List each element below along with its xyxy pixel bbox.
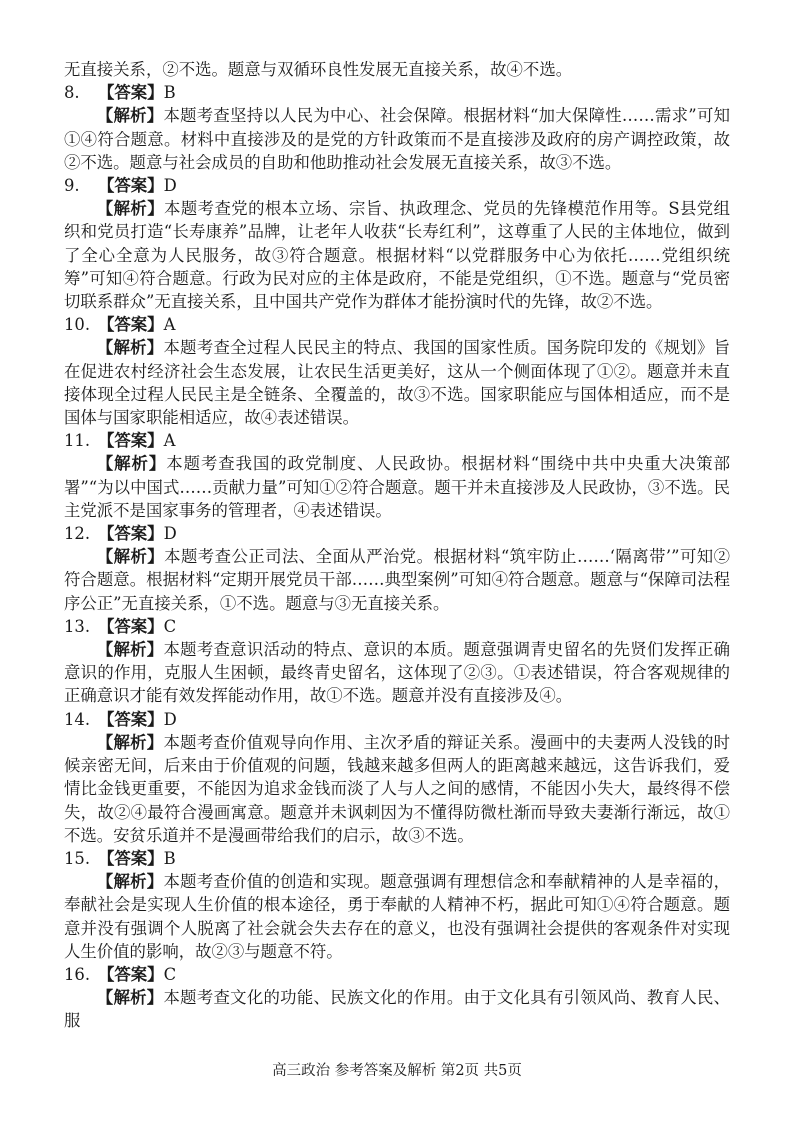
- analysis-text: 本题考查价值观导向作用、主次矛盾的辩证关系。漫画中的夫妻两人没钱的时候亲密无间，后来由于价值观的问题，钱越来越多但两人的距离越来越远，这告诉我们，爱情比金钱更重要，不能因为追求金钱而淡了人与人之间的感情，不能因小失大，最终得不偿失，故②④最符合漫画寓意。题意并未讽刺因为不懂得防微杜渐而导致夫妻渐行渐远，故①不选。安贫乐道并不是漫画带给我们的启示，故③不选。: [64, 732, 731, 845]
- answer-line: [64, 81, 730, 104]
- analysis-label: 【解析】: [96, 988, 164, 1008]
- analysis-text: 本题考查公正司法、全面从严治党。根据材料“筑牢防止……‘隔离带’”可知②符合题意。根据材料“定期开展党员干部……典型案例”可知④符合题意。题意与“保障司法程序公正”无直接关系，①不选。题意与③无直接关系。: [64, 547, 730, 613]
- analysis-label: 【解析】: [96, 106, 164, 126]
- question-number: 12.: [64, 524, 91, 544]
- answer-value: A: [163, 431, 176, 451]
- analysis-paragraph: [64, 545, 730, 615]
- answer-item: [64, 847, 730, 963]
- answer-value: D: [163, 524, 177, 544]
- analysis-label: 【解析】: [96, 732, 164, 752]
- question-number: 11.: [64, 431, 91, 451]
- analysis-text: 本题考查价值的创造和实现。题意强调有理想信念和奉献精神的人是幸福的，奉献社会是实现人生价值的根本途径，勇于奉献的人精神不朽，据此可知①④符合题意。题意并没有强调个人脱离了社会就会失去存在的意义，也没有强调社会提供的客观条件对实现人生价值的影响，故②③与题意不符。: [64, 872, 731, 961]
- answer-item: [64, 615, 730, 708]
- answer-label: 【答案】: [98, 709, 164, 729]
- answer-label: 【答案】: [98, 964, 164, 984]
- answer-line: [64, 313, 730, 336]
- answer-item: [64, 522, 730, 615]
- answer-label: 【答案】: [98, 83, 164, 103]
- page-footer: 高三政治 参考答案及解析 第2页 共5页: [272, 1063, 522, 1079]
- analysis-paragraph: [64, 336, 730, 429]
- question-number: 14.: [64, 709, 91, 729]
- question-number: 9.: [64, 176, 80, 196]
- answer-item: [64, 708, 730, 847]
- answer-list: [64, 81, 730, 1032]
- answer-label: 【答案】: [98, 315, 164, 335]
- analysis-paragraph: [64, 731, 730, 847]
- analysis-text: 本题考查意识活动的特点、意识的本质。题意强调青史留名的先贤们发挥正确意识的作用，克服人生困顿，最终青史留名，这体现了②③。①表述错误，符合客观规律的正确意识才能有效发挥能动作用，故①不选。题意并没有直接涉及④。: [64, 640, 731, 706]
- analysis-text: 本题考查党的根本立场、宗旨、执政理念、党员的先锋模范作用等。S县党组织和党员打造“长寿康养”品牌，让老年人收获“长寿红利”，这尊重了人民的主体地位，做到了全心全意为人民服务，故③符合题意。根据材料“以党群服务中心为依托……党组织统筹”可知④符合题意。行政为民对应的主体是政府，不能是党组织，①不选。题意与“党员密切联系群众”无直接关系，且中国共产党作为群体才能扮演时代的先锋，故②不选。: [64, 199, 731, 312]
- analysis-paragraph: [64, 452, 730, 522]
- analysis-text: 本题考查全过程人民民主的特点、我国的国家性质。国务院印发的《规划》旨在促进农村经济社会生态发展，让农民生活更美好，这从一个侧面体现了①②。题意并未直接体现全过程人民民主是全链条、全覆盖的，故③不选。国家职能应与国体相适应，而不是国体与国家职能相适应，故④表述错误。: [64, 338, 731, 428]
- answer-value: B: [163, 848, 176, 868]
- answer-item: [64, 429, 730, 522]
- analysis-paragraph: [64, 986, 730, 1032]
- answer-line: [64, 174, 730, 197]
- answer-value: D: [163, 176, 177, 196]
- question-number: 16.: [64, 964, 91, 984]
- answer-line: [64, 522, 730, 545]
- analysis-text: 本题考查文化的功能、民族文化的作用。由于文化具有引领风尚、教育人民、服: [64, 988, 731, 1031]
- answer-line: [64, 429, 730, 452]
- answer-value: C: [163, 964, 177, 984]
- question-number: 10.: [64, 315, 91, 335]
- analysis-label: 【解析】: [96, 547, 165, 567]
- analysis-label: 【解析】: [96, 872, 164, 892]
- answer-label: 【答案】: [98, 848, 164, 868]
- question-number: 15.: [64, 848, 91, 868]
- answer-item: [64, 313, 730, 429]
- answer-item: [64, 174, 730, 313]
- answer-value: C: [163, 616, 177, 636]
- lead-paragraph: 无直接关系，②不选。题意与双循环良性发展无直接关系，故④不选。: [64, 60, 573, 79]
- question-number: 13.: [64, 616, 91, 636]
- analysis-label: 【解析】: [96, 338, 164, 358]
- answer-item: [64, 81, 730, 174]
- answer-label: 【答案】: [98, 176, 164, 196]
- answer-label: 【答案】: [98, 616, 164, 636]
- analysis-paragraph: [64, 104, 730, 174]
- answer-line: [64, 847, 730, 870]
- answer-label: 【答案】: [98, 524, 164, 544]
- analysis-text: 本题考查坚持以人民为中心、社会保障。根据材料“加大保障性……需求”可知①④符合题意。材料中直接涉及的是党的方针政策而不是直接涉及政府的房产调控政策，故②不选。题意与社会成员的自助和他助推动社会发展无直接关系，故③不选。: [64, 106, 731, 172]
- analysis-paragraph: [64, 870, 730, 963]
- analysis-text: 本题考查我国的政党制度、人民政协。根据材料“围绕中共中央重大决策部署”“为以中国式……贡献力量”可知①②符合题意。题干并未直接涉及人民政协，③不选。民主党派不是国家事务的管理者，④表述错误。: [64, 454, 731, 520]
- answer-value: D: [163, 709, 177, 729]
- answer-line: [64, 708, 730, 731]
- question-number: 8.: [64, 83, 80, 103]
- answer-value: A: [163, 315, 176, 335]
- answer-line: [64, 963, 730, 986]
- analysis-label: 【解析】: [96, 199, 165, 219]
- answer-label: 【答案】: [98, 431, 164, 451]
- document-body: [64, 58, 730, 1033]
- answer-item: [64, 963, 730, 1033]
- analysis-label: 【解析】: [96, 640, 164, 660]
- analysis-paragraph: [64, 197, 730, 313]
- answer-line: [64, 615, 730, 638]
- analysis-paragraph: [64, 638, 730, 708]
- analysis-label: 【解析】: [96, 454, 167, 474]
- answer-value: B: [163, 83, 176, 103]
